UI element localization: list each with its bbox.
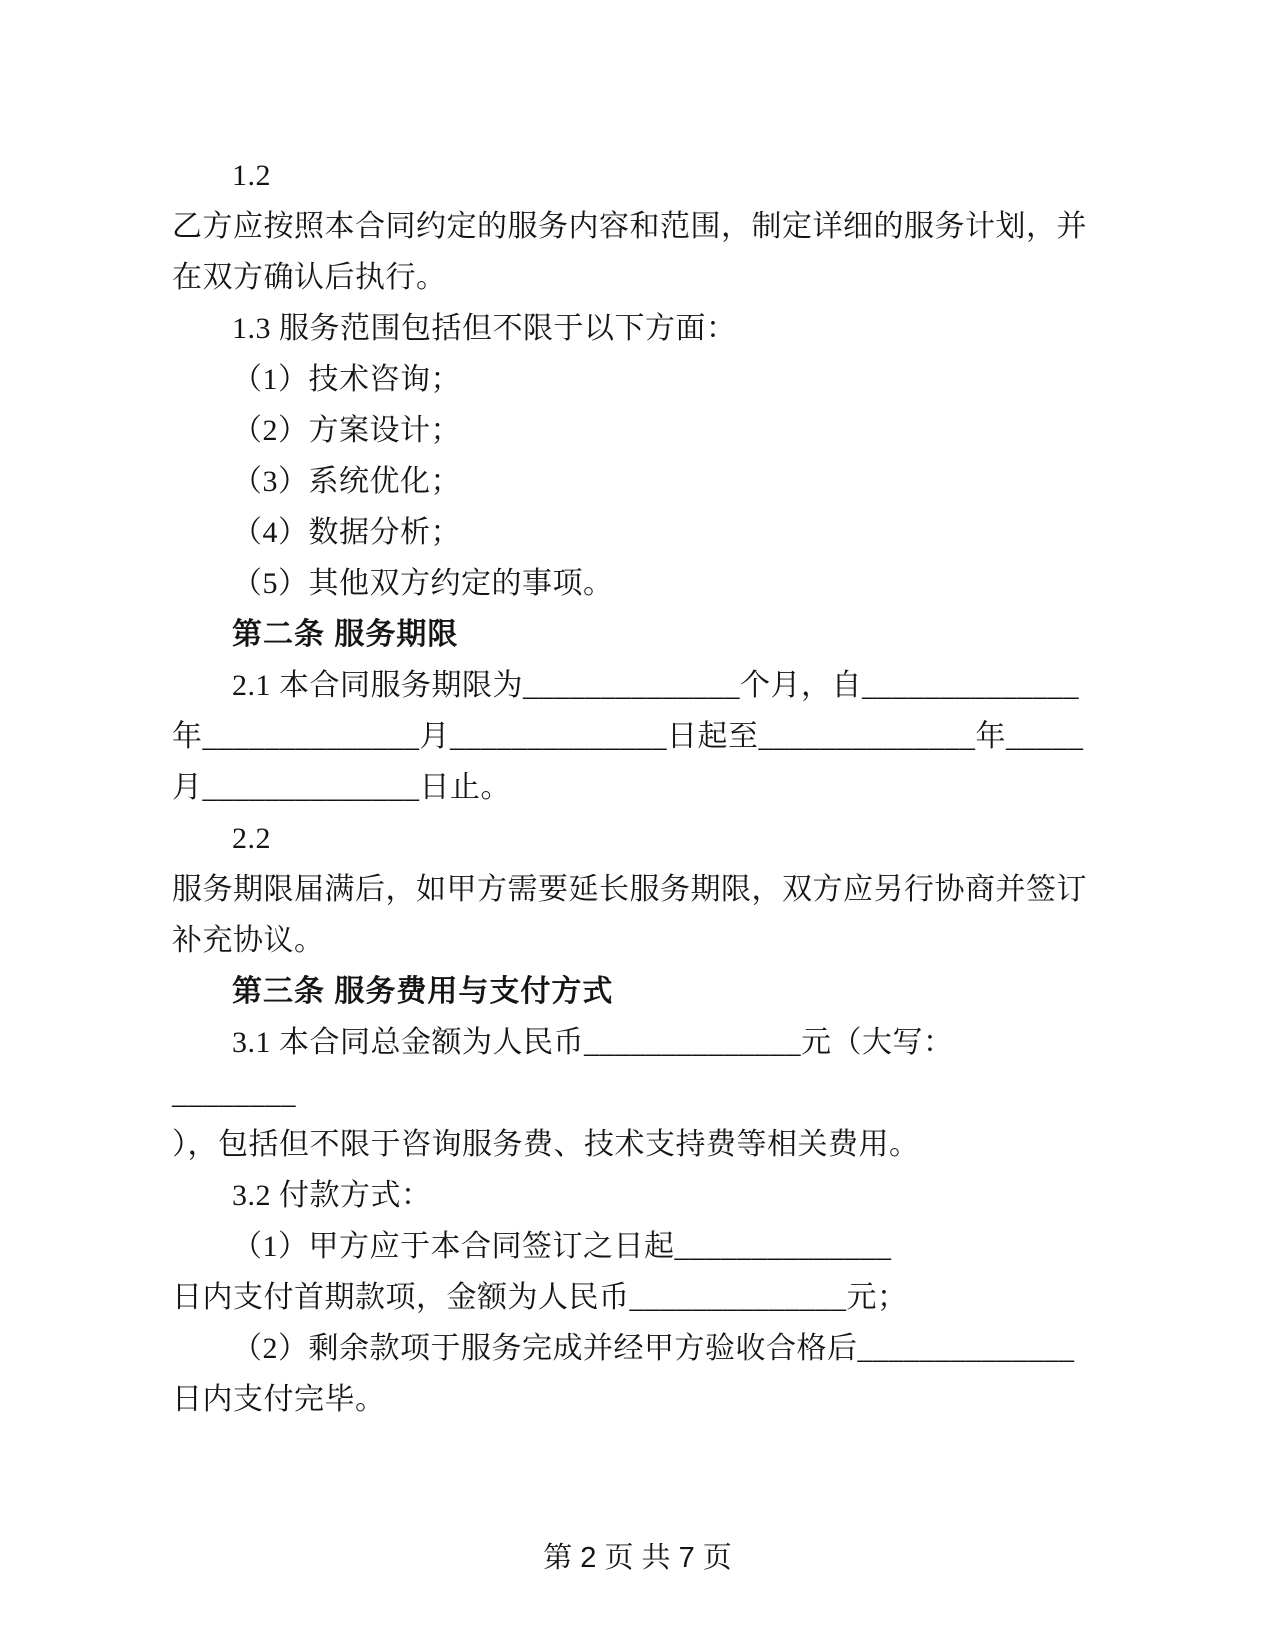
scope-item-4: （4）数据分析； xyxy=(232,516,461,549)
clause-2-1-line-2: 年______________月______________日起至______________年_____ xyxy=(172,720,1084,753)
clause-2-2-label: 2.2 xyxy=(232,822,271,855)
scope-item-2: （2）方案设计； xyxy=(232,414,461,447)
clause-2-1-line-3: 月______________日止。 xyxy=(172,771,511,804)
payment-item-2-line-1: （2）剩余款项于服务完成并经甲方验收合格后______________ xyxy=(232,1332,1075,1365)
page-number: 第 2 页 共 7 页 xyxy=(543,1542,732,1574)
clause-3-1-line-2: ），包括但不限于咨询服务费、技术支持费等相关费用。 xyxy=(172,1128,920,1161)
clause-1-2-line-2: 在双方确认后执行。 xyxy=(172,261,447,294)
clause-1-2-line-1: 乙方应按照本合同约定的服务内容和范围，制定详细的服务计划，并 xyxy=(172,210,1087,243)
clause-2-2-line-2: 补充协议。 xyxy=(172,924,325,957)
page-footer xyxy=(0,1538,1275,1578)
clause-1-3: 1.3 服务范围包括但不限于以下方面： xyxy=(232,312,737,345)
section-2-heading: 第二条 服务期限 xyxy=(232,618,459,651)
clause-2-1-line-1: 2.1 本合同服务期限为______________个月，自______________ xyxy=(232,669,1079,702)
payment-item-2-line-2: 日内支付完毕。 xyxy=(172,1383,386,1416)
contract-page-body xyxy=(172,150,1092,1425)
clause-3-1-line-1: 3.1 本合同总金额为人民币______________元（大写： ________ xyxy=(172,1026,969,1110)
payment-item-1-line-2: 日内支付首期款项，金额为人民币______________元； xyxy=(172,1281,908,1314)
clause-2-2-line-1: 服务期限届满后，如甲方需要延长服务期限，双方应另行协商并签订 xyxy=(172,873,1087,906)
payment-item-1-line-1: （1）甲方应于本合同签订之日起______________ xyxy=(232,1230,892,1263)
section-3-heading: 第三条 服务费用与支付方式 xyxy=(232,975,614,1008)
clause-3-2: 3.2 付款方式： xyxy=(232,1179,432,1212)
scope-item-5: （5）其他双方约定的事项。 xyxy=(232,567,614,600)
clause-1-2-label: 1.2 xyxy=(232,159,271,192)
scope-item-3: （3）系统优化； xyxy=(232,465,461,498)
scope-item-1: （1）技术咨询； xyxy=(232,363,461,396)
